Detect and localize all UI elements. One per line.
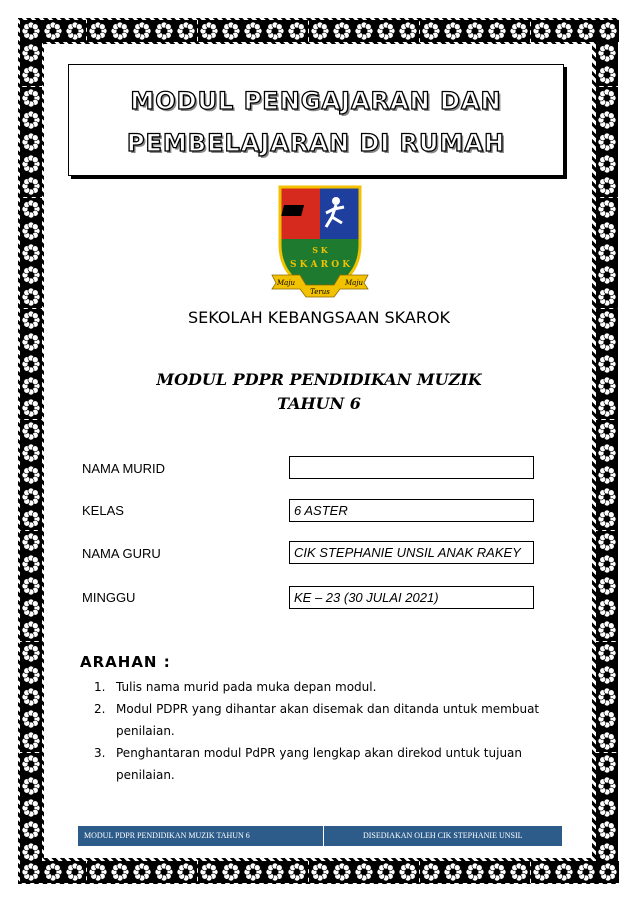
flower-icon [596,686,618,708]
flower-icon [596,642,618,664]
flower-icon [553,20,575,42]
flower-icon [596,486,618,508]
flower-icon [131,861,153,883]
flower-icon [20,619,42,641]
flower-icon [109,20,131,42]
module-title-line-2: TAHUN 6 [277,394,361,413]
flower-icon [264,20,286,42]
flower-icon [596,841,618,863]
flower-icon [153,861,175,883]
flower-icon [596,708,618,730]
flower-icon [596,331,618,353]
flower-icon [42,861,64,883]
flower-icon [420,861,442,883]
flower-icon [220,861,242,883]
flower-icon [20,442,42,464]
page-footer [78,826,562,846]
flower-icon [264,861,286,883]
flower-icon [442,861,464,883]
list-item-number: 3. [94,746,106,760]
flower-icon [20,753,42,775]
flower-icon [553,861,575,883]
flower-icon [175,861,197,883]
flower-icon [596,286,618,308]
flower-icon [375,861,397,883]
flower-icon [20,242,42,264]
flower-icon [596,819,618,841]
flower-icon [309,20,331,42]
flower-icon [596,553,618,575]
field-minggu[interactable]: KE – 23 (30 JULAI 2021) [289,586,534,609]
flower-icon [20,775,42,797]
flower-icon [20,420,42,442]
list-item [94,676,544,698]
flower-icon [596,109,618,131]
flower-icon [198,20,220,42]
list-item-text: Modul PDPR yang dihantar akan disemak dan ditanda untuk membuat penilaian. [116,702,540,738]
flower-icon [20,575,42,597]
flower-icon [486,861,508,883]
flower-icon [596,153,618,175]
arahan-title: ARAHAN : [80,653,171,671]
field-label-minggu: MINGGU [82,590,136,605]
flower-icon [597,20,619,42]
flower-icon [198,861,220,883]
flower-icon [596,42,618,64]
flower-icon [64,861,86,883]
title-line-1: MODUL PENGAJARAN DAN [130,87,502,115]
flower-icon [375,20,397,42]
field-label-kelas: KELAS [82,503,124,518]
flower-icon [397,20,419,42]
flower-icon [20,153,42,175]
flower-icon [131,20,153,42]
flower-icon [242,861,264,883]
logo-ribbon-center: Terus [310,288,330,296]
flower-icon [596,619,618,641]
flower-icon [20,642,42,664]
footer-left: MODUL PDPR PENDIDIKAN MUZIK TAHUN 6 [84,831,250,840]
flower-icon [596,775,618,797]
flower-icon [596,420,618,442]
flower-icon [20,464,42,486]
flower-icon [20,486,42,508]
flower-icon [20,508,42,530]
list-item-text: Penghantaran modul PdPR yang lengkap akan direkod untuk tujuan penilaian. [116,746,523,782]
flower-icon [42,20,64,42]
flower-icon [20,42,42,64]
flower-icon [508,20,530,42]
flower-icon [596,442,618,464]
flower-icon [220,20,242,42]
logo-ribbon-left: Maju [276,279,296,287]
flower-icon [596,753,618,775]
title-box [68,64,564,176]
flower-icon [20,797,42,819]
flower-icon [20,87,42,109]
flower-icon [20,730,42,752]
flower-icon [286,861,308,883]
flower-icon [20,175,42,197]
flower-icon [596,64,618,86]
school-name: SEKOLAH KEBANGSAAN SKAROK [187,308,451,327]
field-nama-murid[interactable] [289,456,534,479]
flower-icon [596,242,618,264]
flower-icon [20,20,42,42]
flower-icon [464,861,486,883]
flower-icon [575,20,597,42]
flower-icon [20,708,42,730]
flower-icon [464,20,486,42]
flower-icon [353,20,375,42]
field-nama-guru[interactable]: CIK STEPHANIE UNSIL ANAK RAKEY [289,541,534,564]
flower-icon [20,686,42,708]
flower-icon [20,286,42,308]
flower-icon [20,841,42,863]
flower-icon [242,20,264,42]
field-label-nama-murid: NAMA MURID [82,461,166,476]
flower-icon [20,264,42,286]
flower-icon [175,20,197,42]
flower-icon [597,861,619,883]
flower-icon [596,597,618,619]
flower-icon [87,20,109,42]
logo-text-mid: S K A R O K [289,260,351,270]
flower-icon [596,531,618,553]
flower-icon [486,20,508,42]
flower-icon [20,131,42,153]
arahan-list [94,676,544,786]
flower-icon [286,20,308,42]
list-item [94,698,544,742]
flower-icon [596,464,618,486]
flower-icon [20,597,42,619]
flower-icon [596,175,618,197]
flower-icon [353,861,375,883]
field-kelas[interactable]: 6 ASTER [289,499,534,522]
flower-icon [596,87,618,109]
flower-icon [397,861,419,883]
flower-icon [596,264,618,286]
flower-icon [20,664,42,686]
flower-icon [596,508,618,530]
flower-icon [596,797,618,819]
flower-icon [596,198,618,220]
flower-icon [20,109,42,131]
flower-icon [596,730,618,752]
list-item-text: Tulis nama murid pada muka depan modul. [116,680,377,694]
flower-icon [331,20,353,42]
flower-icon [331,861,353,883]
module-title-line-1: MODUL PDPR PENDIDIKAN MUZIK [156,370,482,389]
logo-text-top: S K [312,245,328,255]
flower-icon [20,331,42,353]
flower-icon [20,531,42,553]
flower-icon [20,198,42,220]
flower-icon [596,575,618,597]
school-logo [270,183,370,301]
flower-icon [20,819,42,841]
flower-icon [596,131,618,153]
flower-icon [87,861,109,883]
list-item-number: 1. [94,680,106,694]
flower-icon [508,861,530,883]
flower-icon [531,861,553,883]
flower-icon [531,20,553,42]
flower-icon [442,20,464,42]
flower-icon [596,220,618,242]
flower-icon [64,20,86,42]
flower-icon [20,553,42,575]
flower-icon [575,861,597,883]
flower-icon [20,64,42,86]
list-item [94,742,544,786]
flower-icon [309,861,331,883]
flower-icon [20,861,42,883]
flower-icon [420,20,442,42]
flower-icon [20,220,42,242]
list-item-number: 2. [94,702,106,716]
flower-icon [109,861,131,883]
logo-ribbon-right: Maju [344,279,364,287]
flower-icon [596,664,618,686]
footer-right: DISEDIAKAN OLEH CIK STEPHANIE UNSIL [323,826,563,846]
title-line-2: PEMBELAJARAN DI RUMAH [126,129,506,157]
flower-icon [153,20,175,42]
field-label-nama-guru: NAMA GURU [82,546,161,561]
